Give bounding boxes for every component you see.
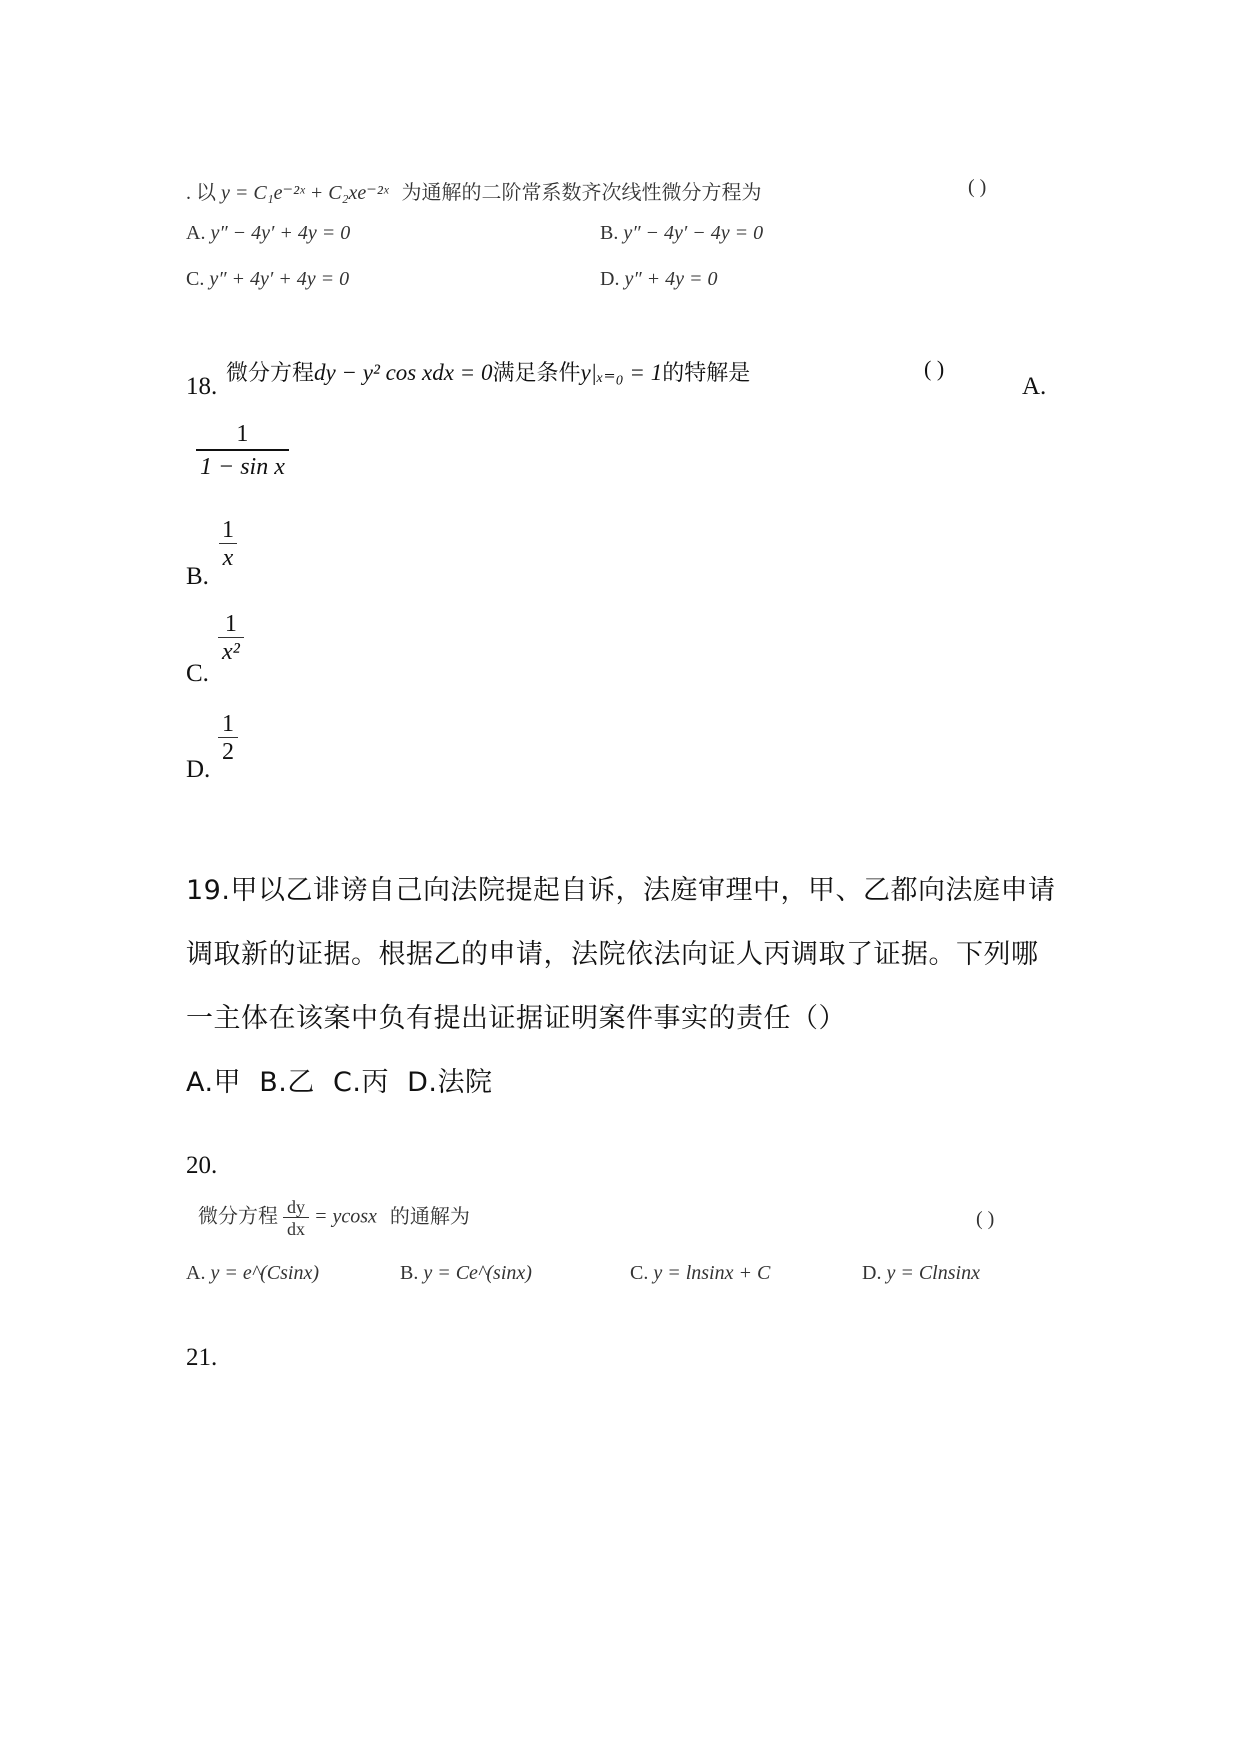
q18-option-d-label: D. bbox=[186, 756, 211, 783]
q19-options: A.甲 B.乙 C.丙 D.法院 bbox=[186, 1067, 493, 1098]
q18-option-a-label: A. bbox=[1022, 373, 1047, 400]
q19-line-2: 调取新的证据。根据乙的申请，法院依法向证人丙调取了证据。下列哪 bbox=[186, 939, 1039, 970]
q18-option-c-label: C. bbox=[186, 660, 209, 687]
q18-stem: 微分方程dy − y² cos xdx = 0满足条件y|ₓ₌₀ = 1的特解是 bbox=[226, 360, 751, 386]
q18-option-b-fraction: $\frac{1}{x}$ bbox=[218, 518, 238, 570]
q21-number: 21. bbox=[186, 1344, 218, 1371]
q18-option-d bbox=[218, 712, 238, 764]
q17-option-d: D. y″ + 4y = 0 bbox=[600, 268, 718, 290]
q17-stem-suffix: 为通解的二阶常系数齐次线性微分方程为 bbox=[401, 182, 762, 204]
q18-option-c-fraction: $\frac{1}{\text{x²}}$ bbox=[218, 612, 244, 664]
q18-paren: ( ) bbox=[924, 356, 945, 381]
q17-stem-prefix: . 以 bbox=[186, 182, 221, 204]
q20-derivative-fraction: $\frac{dy}{dx}$ bbox=[283, 1198, 309, 1238]
q18-option-a bbox=[196, 422, 289, 479]
q18-number: 18. bbox=[186, 373, 218, 400]
q20-option-c: C. y = lnsinx + C bbox=[630, 1262, 771, 1284]
q20-stem: 微分方程 $\frac{dy}{dx}$ = ycosx 的通解为 bbox=[198, 1197, 470, 1239]
q20-paren: ( ) bbox=[976, 1208, 995, 1230]
q18-option-b bbox=[218, 518, 238, 570]
q18-stem-formula: dy − y² cos xdx = 0 bbox=[314, 360, 493, 385]
q20-stem-formula: = ycosx bbox=[314, 1205, 377, 1228]
q17-option-c: C. y″ + 4y′ + 4y = 0 bbox=[186, 268, 350, 290]
q17-paren: ( ) bbox=[968, 176, 987, 198]
q18-option-b-label: B. bbox=[186, 563, 209, 590]
q17-option-b: B. y″ − 4y′ − 4y = 0 bbox=[600, 222, 764, 244]
q20-option-d: D. y = Clnsinx bbox=[862, 1262, 980, 1284]
q19-line-1: 19.甲以乙诽谤自己向法院提起自诉，法庭审理中，甲、乙都向法庭申请 bbox=[186, 875, 1056, 906]
q18-option-c bbox=[218, 612, 244, 664]
q18-stem-condition: y|ₓ₌₀ = 1 bbox=[580, 360, 663, 385]
q17-stem-formula: y = C₁e⁻²ˣ + C₂xe⁻²ˣ bbox=[221, 182, 389, 204]
q19-line-3: 一主体在该案中负有提出证据证明案件事实的责任（） bbox=[186, 1003, 846, 1034]
q20-option-a: A. y = e^(Csinx) bbox=[186, 1262, 320, 1284]
q18-option-a-fraction: $\frac{1}{\text{1 − sin x}}$ bbox=[196, 422, 289, 479]
q18-option-d-fraction: $\frac{1}{2}$ bbox=[218, 712, 238, 764]
q20-option-b: B. y = Ce^(sinx) bbox=[400, 1262, 532, 1284]
q17-option-a: A. y″ − 4y′ + 4y = 0 bbox=[186, 222, 351, 244]
q17-stem bbox=[186, 176, 761, 205]
q20-number: 20. bbox=[186, 1152, 218, 1179]
